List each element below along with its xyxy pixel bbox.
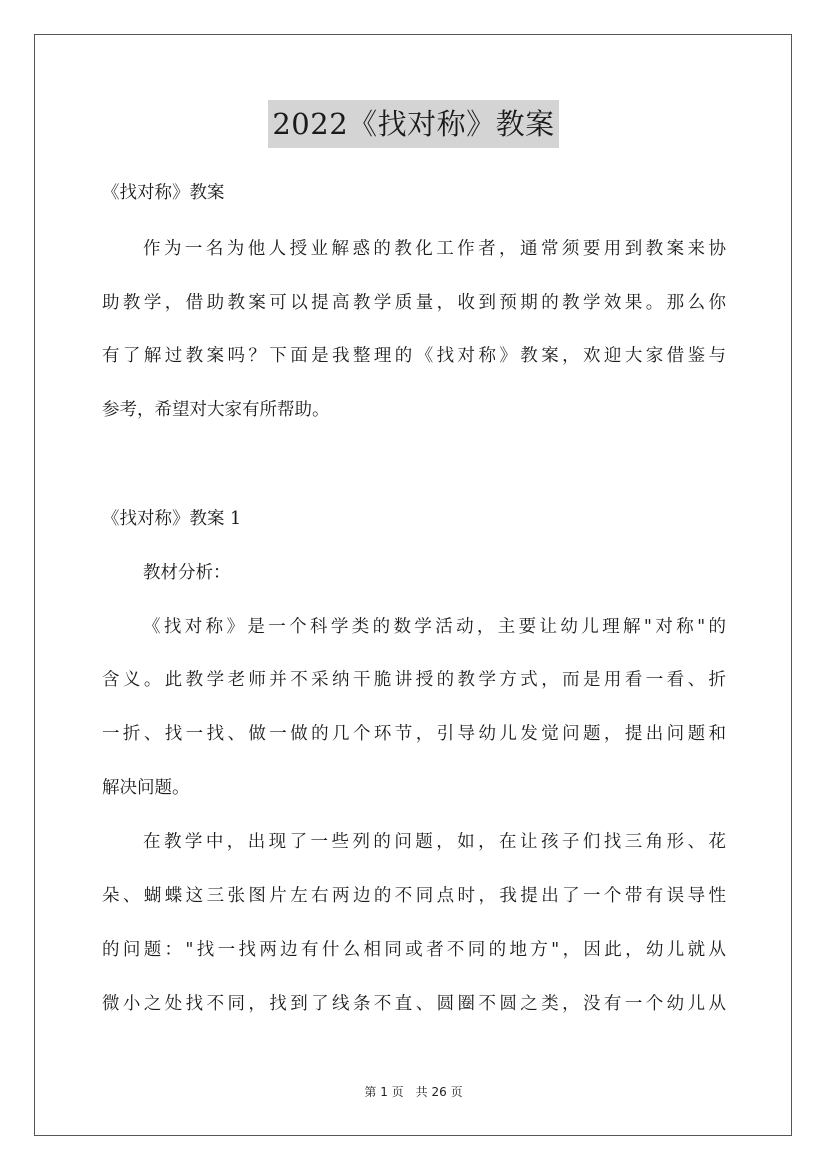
paragraph-line: 朵、蝴蝶这三张图片左右两边的不同点时，我提出了一个带有误导性 bbox=[102, 886, 726, 906]
page-number: 第 1 页 共 26 页 bbox=[364, 1085, 463, 1099]
intro-line: 参考，希望对大家有所帮助。 bbox=[102, 400, 330, 420]
section-heading: 《找对称》教案 1 bbox=[102, 509, 242, 529]
paragraph-line: 微小之处找不同，找到了线条不直、圆圈不圆之类，没有一个幼儿从 bbox=[102, 994, 726, 1014]
document-title: 2022《找对称》教案 bbox=[268, 100, 558, 148]
paragraph-line: 解决问题。 bbox=[102, 778, 190, 798]
intro-line: 助教学，借助教案可以提高教学质量，收到预期的教学效果。那么你 bbox=[102, 293, 726, 313]
intro-line: 有了解过教案吗？下面是我整理的《找对称》教案，欢迎大家借鉴与 bbox=[102, 346, 726, 366]
document-subtitle: 《找对称》教案 bbox=[102, 183, 225, 203]
sub-heading: 教材分析： bbox=[143, 563, 231, 583]
paragraph-line: 一折、找一找、做一做的几个环节，引导幼儿发觉问题，提出问题和 bbox=[102, 724, 726, 744]
paragraph-line: 《找对称》是一个科学类的数学活动，主要让幼儿理解"对称"的 bbox=[143, 617, 726, 637]
paragraph-line: 含义。此教学老师并不采纳干脆讲授的教学方式，而是用看一看、折 bbox=[102, 670, 726, 690]
title-container bbox=[0, 100, 827, 148]
intro-line: 作为一名为他人授业解惑的教化工作者，通常须要用到教案来协 bbox=[143, 239, 726, 259]
paragraph-line: 在教学中，出现了一些列的问题，如，在让孩子们找三角形、花 bbox=[143, 832, 726, 852]
paragraph-line: 的问题："找一找两边有什么相同或者不同的地方"，因此，幼儿就从 bbox=[102, 940, 726, 960]
